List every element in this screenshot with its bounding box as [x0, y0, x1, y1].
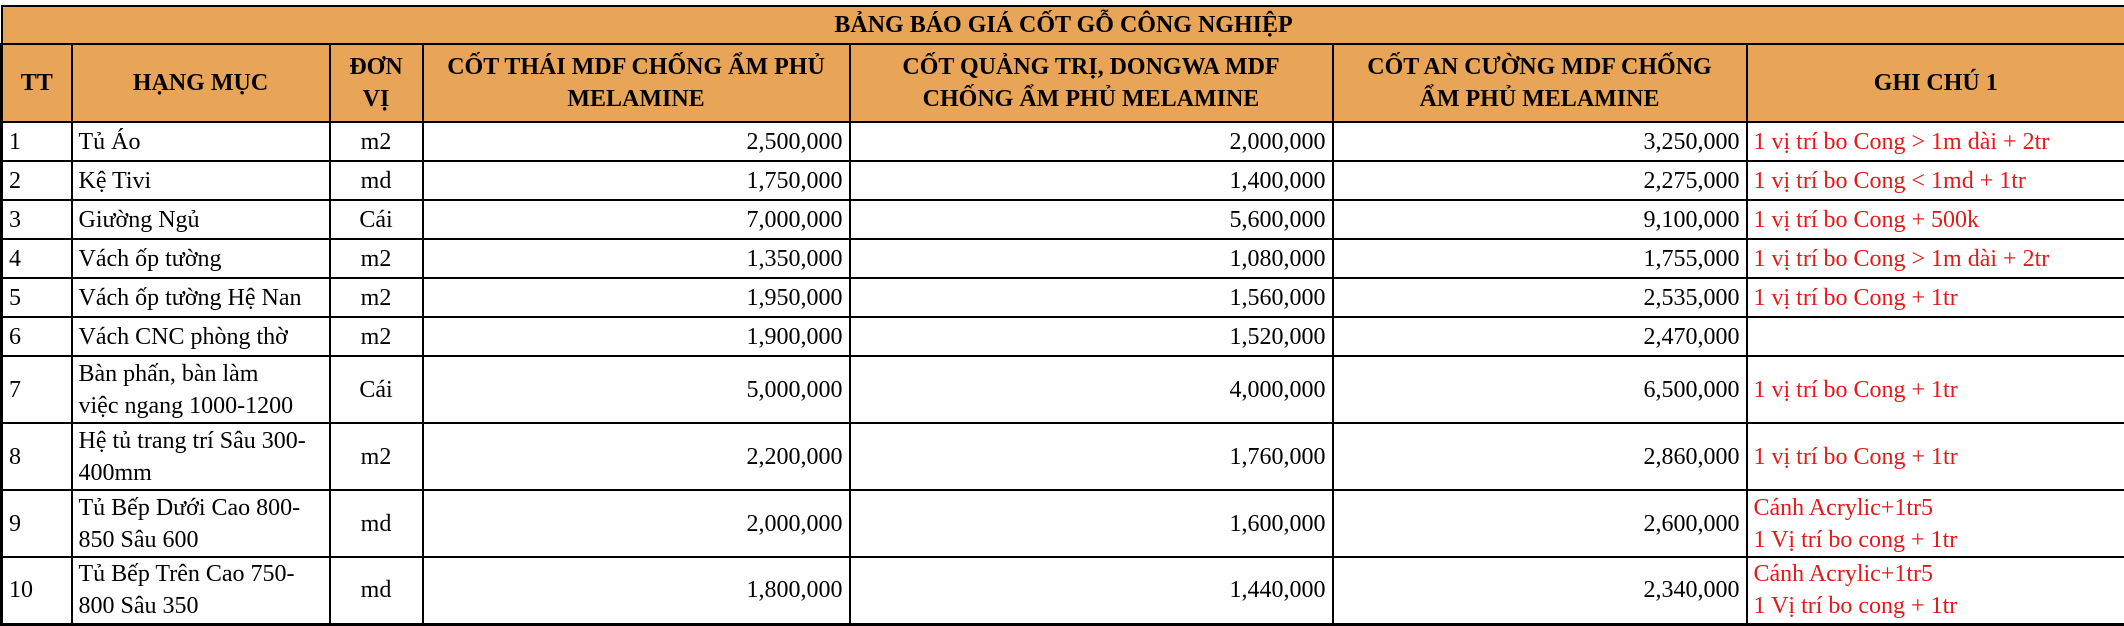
cell-thai-price: 2,000,000	[423, 490, 850, 557]
header-unit-line1: ĐƠN	[337, 51, 416, 83]
header-unit	[330, 44, 423, 122]
table-row	[2, 423, 2124, 490]
cell-unit: m2	[330, 122, 423, 161]
cell-item-line2: 800 Sâu 350	[79, 590, 323, 622]
cell-quangtri-price: 4,000,000	[850, 356, 1333, 423]
cell-tt: 8	[2, 423, 72, 490]
cell-item-line2: việc ngang 1000-1200	[79, 390, 323, 422]
cell-thai-price: 1,750,000	[423, 161, 850, 200]
cell-item: Tủ Áo	[72, 122, 330, 161]
cell-ancuong-price: 2,535,000	[1333, 278, 1747, 317]
cell-item-line1: Hệ tủ trang trí Sâu 300-	[79, 425, 323, 457]
cell-item-line1: Bàn phấn, bàn làm	[79, 358, 323, 390]
cell-ancuong-price: 9,100,000	[1333, 200, 1747, 239]
table-row	[2, 317, 2124, 356]
cell-unit: m2	[330, 278, 423, 317]
header-thai	[423, 44, 850, 122]
cell-ancuong-price: 2,470,000	[1333, 317, 1747, 356]
cell-note-line1: Cánh Acrylic+1tr5	[1754, 492, 2119, 524]
cell-thai-price: 7,000,000	[423, 200, 850, 239]
cell-item: Giường Ngủ	[72, 200, 330, 239]
cell-item-line1: Tủ Bếp Dưới Cao 800-	[79, 492, 323, 524]
cell-note-line1: Cánh Acrylic+1tr5	[1754, 558, 2119, 590]
table-title: BẢNG BÁO GIÁ CỐT GỖ CÔNG NGHIỆP	[2, 6, 2124, 44]
header-thai-line1: CỐT THÁI MDF CHỐNG ẨM PHỦ	[430, 51, 843, 83]
table-row	[2, 161, 2124, 200]
header-ancuong-line2: ẨM PHỦ MELAMINE	[1340, 83, 1740, 115]
cell-item-line1: Tủ Bếp Trên Cao 750-	[79, 558, 323, 590]
cell-item	[72, 423, 330, 490]
cell-note	[1747, 557, 2124, 624]
cell-unit: md	[330, 161, 423, 200]
cell-unit: m2	[330, 317, 423, 356]
cell-note: 1 vị trí bo Cong > 1m dài + 2tr	[1747, 122, 2124, 161]
cell-item	[72, 356, 330, 423]
cell-item: Vách CNC phòng thờ	[72, 317, 330, 356]
cell-note	[1747, 490, 2124, 557]
cell-item-line2: 850 Sâu 600	[79, 524, 323, 556]
cell-tt: 7	[2, 356, 72, 423]
cell-tt: 1	[2, 122, 72, 161]
price-table	[0, 5, 2124, 626]
cell-note: 1 vị trí bo Cong < 1md + 1tr	[1747, 161, 2124, 200]
header-row	[2, 44, 2124, 122]
cell-thai-price: 2,200,000	[423, 423, 850, 490]
cell-note: 1 vị trí bo Cong + 1tr	[1747, 356, 2124, 423]
cell-tt: 6	[2, 317, 72, 356]
cell-note: 1 vị trí bo Cong + 500k	[1747, 200, 2124, 239]
cell-thai-price: 1,350,000	[423, 239, 850, 278]
cell-tt: 10	[2, 557, 72, 624]
table-row	[2, 557, 2124, 624]
cell-ancuong-price: 1,755,000	[1333, 239, 1747, 278]
header-quangtri-line1: CỐT QUẢNG TRỊ, DONGWA MDF	[857, 51, 1326, 83]
cell-tt: 2	[2, 161, 72, 200]
cell-item-line2: 400mm	[79, 457, 323, 489]
cell-note	[1747, 317, 2124, 356]
table-row	[2, 490, 2124, 557]
cell-thai-price: 5,000,000	[423, 356, 850, 423]
cell-unit: Cái	[330, 200, 423, 239]
cell-note: 1 vị trí bo Cong + 1tr	[1747, 423, 2124, 490]
cell-quangtri-price: 2,000,000	[850, 122, 1333, 161]
cell-item: Kệ Tivi	[72, 161, 330, 200]
cell-ancuong-price: 3,250,000	[1333, 122, 1747, 161]
table-row	[2, 122, 2124, 161]
cell-note-line2: 1 Vị trí bo cong + 1tr	[1754, 590, 2119, 622]
cell-quangtri-price: 5,600,000	[850, 200, 1333, 239]
cell-ancuong-price: 2,340,000	[1333, 557, 1747, 624]
cell-quangtri-price: 1,520,000	[850, 317, 1333, 356]
cell-tt: 4	[2, 239, 72, 278]
header-tt: TT	[2, 44, 72, 122]
title-row	[2, 6, 2124, 44]
cell-thai-price: 2,500,000	[423, 122, 850, 161]
cell-item	[72, 557, 330, 624]
cell-quangtri-price: 1,760,000	[850, 423, 1333, 490]
cell-unit: m2	[330, 423, 423, 490]
cell-unit: md	[330, 557, 423, 624]
cell-ancuong-price: 6,500,000	[1333, 356, 1747, 423]
cell-quangtri-price: 1,400,000	[850, 161, 1333, 200]
header-ancuong-line1: CỐT AN CƯỜNG MDF CHỐNG	[1340, 51, 1740, 83]
cell-note: 1 vị trí bo Cong > 1m dài + 2tr	[1747, 239, 2124, 278]
header-thai-line2: MELAMINE	[430, 83, 843, 115]
cell-quangtri-price: 1,560,000	[850, 278, 1333, 317]
cell-item	[72, 490, 330, 557]
header-quangtri-line2: CHỐNG ẨM PHỦ MELAMINE	[857, 83, 1326, 115]
header-item: HẠNG MỤC	[72, 44, 330, 122]
cell-quangtri-price: 1,600,000	[850, 490, 1333, 557]
header-unit-line2: VỊ	[337, 83, 416, 115]
cell-unit: md	[330, 490, 423, 557]
cell-item: Vách ốp tường	[72, 239, 330, 278]
cell-ancuong-price: 2,275,000	[1333, 161, 1747, 200]
table-row	[2, 200, 2124, 239]
header-quangtri	[850, 44, 1333, 122]
cell-tt: 9	[2, 490, 72, 557]
table-row	[2, 356, 2124, 423]
cell-unit: Cái	[330, 356, 423, 423]
cell-item: Vách ốp tường Hệ Nan	[72, 278, 330, 317]
cell-thai-price: 1,800,000	[423, 557, 850, 624]
cell-tt: 5	[2, 278, 72, 317]
cell-unit: m2	[330, 239, 423, 278]
cell-tt: 3	[2, 200, 72, 239]
cell-thai-price: 1,900,000	[423, 317, 850, 356]
table-row	[2, 239, 2124, 278]
cell-quangtri-price: 1,080,000	[850, 239, 1333, 278]
cell-ancuong-price: 2,600,000	[1333, 490, 1747, 557]
cell-note: 1 vị trí bo Cong + 1tr	[1747, 278, 2124, 317]
header-ancuong	[1333, 44, 1747, 122]
cell-ancuong-price: 2,860,000	[1333, 423, 1747, 490]
cell-note-line2: 1 Vị trí bo cong + 1tr	[1754, 524, 2119, 556]
header-note: GHI CHÚ 1	[1747, 44, 2124, 122]
table-row	[2, 278, 2124, 317]
cell-quangtri-price: 1,440,000	[850, 557, 1333, 624]
cell-thai-price: 1,950,000	[423, 278, 850, 317]
